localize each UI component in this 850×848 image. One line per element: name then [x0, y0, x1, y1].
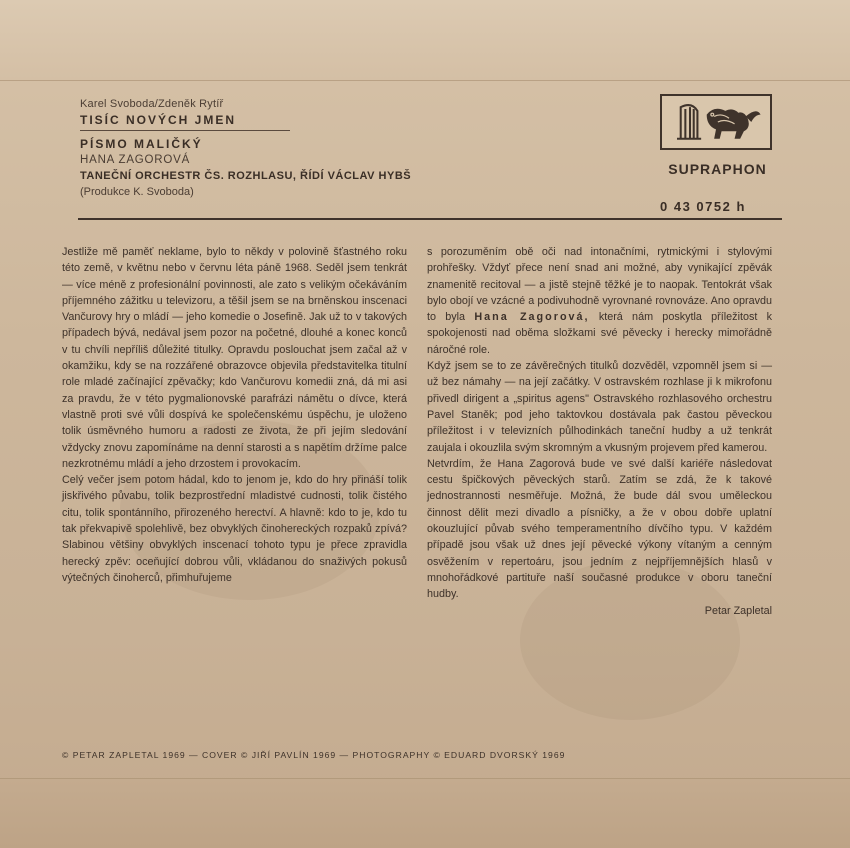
liner-notes-column-2 [427, 244, 772, 619]
track-a-title: TISÍC NOVÝCH JMEN [80, 113, 237, 127]
production-credit: (Produkce K. Svoboda) [80, 186, 194, 198]
artist-highlight: Hana Zagorová, [474, 311, 590, 324]
liner-text: s porozuměním obě oči nad intonačními, rytmickými i stylovými prohřešky. Vždyť přece není snad ani možné, aby vynikající zpěvák znamenitě recitoval — a jistě stejně těžké je to naopak. Tentokrát však bylo obojí ve vzácné a podivuhodně vyrovnané rovnováze. Ano opravdu to byla [427, 246, 772, 324]
title-divider [80, 130, 290, 131]
liner-notes-column-1 [62, 244, 407, 586]
sleeve-top-fold [0, 0, 850, 81]
liner-paragraph: Netvrdím, že Hana Zagorová bude ve své další kariéře následovat cestu špičkových pěveckých starů. Zatím se zdá, že k takové jednostrannosti nesměřuje. Možná, že bude dál svou uměleckou činnost dělit mezi divadlo a písničky, a že v obou dobře uplatní okouzlující půvab svého temperamentního dívčího typu. V každém případě jsou však už dnes její pěvecké výkony vítaným a cenným osvěžením v repertoáru, jsou jedním z nejpříjemnějších hlasů v mnohořádkové partituře naší současné produkce v oboru taneční hudby. [427, 457, 772, 601]
copyright-credits: © PETAR ZAPLETAL 1969 — COVER © JIŘÍ PAVLÍN 1969 — PHOTOGRAPHY © EDUARD DVORSKÝ 1969 [62, 750, 566, 760]
artist-name: HANA ZAGOROVÁ [80, 154, 191, 166]
composers: Karel Svoboda/Zdeněk Rytíř [80, 98, 224, 110]
liner-paragraph: Když jsem se to ze závěrečných titulků dozvěděl, vzpomněl jsem si — už bez námahy — na její začátky. V ostravském rozhlase ji k mikrofonu přivedl dirigent a „spiritus agens" Ostravského rozhlasového orchestru Pavel Staněk; pod jeho taktovkou dostávala pak častou pěveckou příležitost i v televizních půlhodinkách taneční hudby a už tenkrát zaujala i okouzlila svým skromným a vkusným projevem před kamerou. [427, 360, 772, 454]
sleeve-bottom-fold [0, 778, 850, 848]
orchestra: TANEČNÍ ORCHESTR ČS. ROZHLASU, ŘÍDÍ VÁCLAV HYBŠ [80, 170, 412, 182]
track-b-title: PÍSMO MALIČKÝ [80, 137, 203, 151]
liner-paragraph [427, 244, 772, 358]
liner-paragraph: Jestliže mě paměť neklame, bylo to někdy v polovině šťastného roku této země, v květnu nebo v červnu léta páně 1968. Seděl jsem tenkrát — více méně z profesionální povinnosti, ale zato s velikým očekáváním příjemného zážitku u televizoru, a těšil jsem se na brněnskou inscenaci Vančurovy hry o mládí — jeho komedie o Josefině. Jak už to v takových případech bývá, nedával jsem pozor na početné, dlouhé a konec konců v tu chvíli nepříliš důležité titulky. Opravdu poslouchat jsem začal až v okamžiku, kdy se na rozzářené obrazovce objevila představitelka titulní role mladé začínající zpěvačky; kdo Vančurovu komedii zná, dá mi asi za pravdu, že v této pygmalionovské parafrázi námětu o dívce, která vlastně proti své vůli dospívá ke společenskému úspěchu, je uloženo tolik úsměvného humoru a radosti ze života, že při jejím sledování vždycky znovu zapomínáme na denní starosti a s napětím držíme palce nezkrotnému mládí a jeho drzostem i provokacím. [62, 246, 407, 470]
liner-text: která nám poskytla příležitost k spokojenosti nad oběma složkami své pěvecky i herecky mimořádně náročné role. [427, 311, 773, 356]
supraphon-lion-harp-icon [660, 94, 772, 150]
header-divider [78, 218, 782, 220]
catalog-number: 0 43 0752 h [660, 199, 746, 214]
liner-paragraph: Celý večer jsem potom hádal, kdo to jenom je, kdo do hry přináší tolik jiskřivého půvabu, tolik bezprostřední mladistvé cudnosti, tolik čistého citu, tolik spontánního, přirozeného herectví. A hlavně: kdo to je, kdo tu tak překvapivě spolehlivě, bez obvyklých činohereckých rozpaků zpívá? Slabinou většiny obvyklých inscenací tohoto typu je přece zpravidla herecký zpěv: oceňující dobrou vůli, vkládanou do snaživých pokusů výtečných činoherců, přimhuřujeme [62, 474, 407, 584]
author-signature: Petar Zapletal [704, 604, 772, 617]
label-name: SUPRAPHON [668, 161, 767, 177]
track-info [80, 96, 640, 200]
